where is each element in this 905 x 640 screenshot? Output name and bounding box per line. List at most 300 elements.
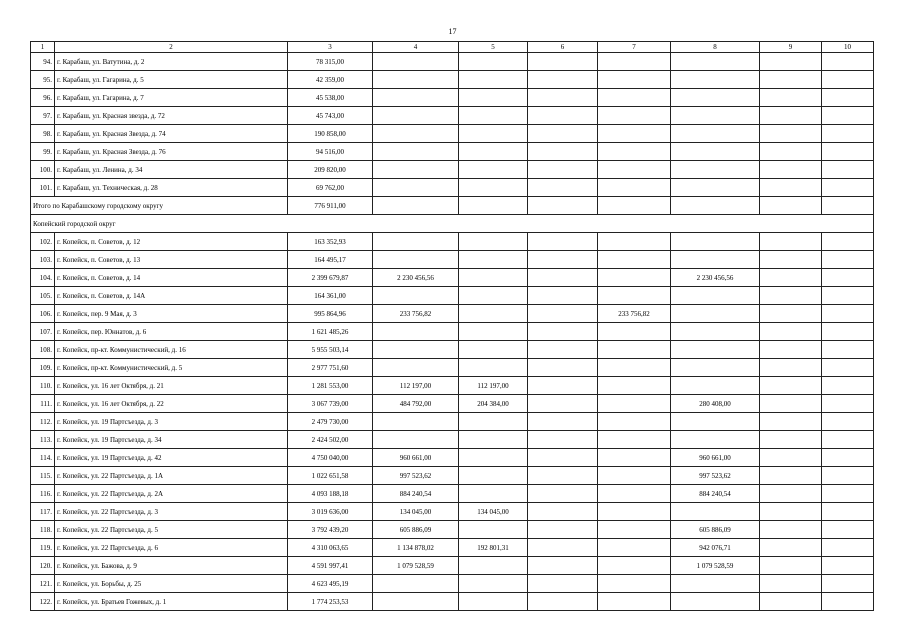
- cell-c5: [459, 323, 528, 341]
- cell-c4: [373, 359, 459, 377]
- row-number: 94.: [31, 53, 55, 71]
- row-number: 120.: [31, 557, 55, 575]
- cell-c8: [671, 161, 760, 179]
- cell-c8: 1 079 528,59: [671, 557, 760, 575]
- address-cell: г. Карабаш, ул. Ватутина, д. 2: [55, 53, 288, 71]
- row-number: 101.: [31, 179, 55, 197]
- cell-c7: [598, 539, 671, 557]
- cell-c9: [760, 71, 822, 89]
- cell-c5: [459, 143, 528, 161]
- cell-c4: 484 792,00: [373, 395, 459, 413]
- cell-c8: [671, 125, 760, 143]
- cell-c8: [671, 143, 760, 161]
- cell-c4: [373, 431, 459, 449]
- cell-c7: [598, 287, 671, 305]
- cell-c5: 112 197,00: [459, 377, 528, 395]
- cell-c6: [528, 413, 598, 431]
- table-row: [31, 269, 874, 287]
- table-row: [31, 341, 874, 359]
- address-cell: г. Карабаш, ул. Красная Звезда, д. 74: [55, 125, 288, 143]
- row-number: 117.: [31, 503, 55, 521]
- address-cell: г. Копейск, ул. 22 Партсъезда, д. 3: [55, 503, 288, 521]
- row-number: 109.: [31, 359, 55, 377]
- cell-c7: [598, 323, 671, 341]
- address-cell: г. Копейск, ул. 22 Партсъезда, д. 1А: [55, 467, 288, 485]
- cell-c3: 2 424 502,00: [288, 431, 373, 449]
- cell-c10: [822, 521, 874, 539]
- cell-c4: 112 197,00: [373, 377, 459, 395]
- column-number: 8: [671, 42, 760, 53]
- cell-c3: 1 621 485,26: [288, 323, 373, 341]
- row-number: 116.: [31, 485, 55, 503]
- cell-c6: [528, 539, 598, 557]
- cell-c9: [760, 521, 822, 539]
- cell-c5: [459, 251, 528, 269]
- cell-c6: [528, 71, 598, 89]
- cell-c10: [822, 71, 874, 89]
- cell-c9: [760, 305, 822, 323]
- cell-c9: [760, 323, 822, 341]
- row-number: 105.: [31, 287, 55, 305]
- cell-c3: 190 858,00: [288, 125, 373, 143]
- cell-c9: [760, 467, 822, 485]
- row-number: 103.: [31, 251, 55, 269]
- cell-c3: 209 820,00: [288, 161, 373, 179]
- cell-c6: [528, 89, 598, 107]
- cell-c9: [760, 413, 822, 431]
- cell-c7: [598, 593, 671, 611]
- table-row: [31, 377, 874, 395]
- cell-c6: [528, 359, 598, 377]
- cell-c7: [598, 395, 671, 413]
- table-row: [31, 179, 874, 197]
- cell-c9: [760, 557, 822, 575]
- cell-c3: 1 774 253,53: [288, 593, 373, 611]
- cell-c6: [528, 53, 598, 71]
- column-number: 3: [288, 42, 373, 53]
- table-row: [31, 107, 874, 125]
- cell-c10: [822, 431, 874, 449]
- table-row: [31, 557, 874, 575]
- cell-c10: [822, 395, 874, 413]
- cell-c4: 1 079 528,59: [373, 557, 459, 575]
- table-row: [31, 449, 874, 467]
- page-number: 17: [448, 27, 457, 36]
- cell-c6: [528, 467, 598, 485]
- cell-c7: [598, 89, 671, 107]
- cell-c6: [528, 179, 598, 197]
- cell-c9: [760, 359, 822, 377]
- cell-c9: [760, 287, 822, 305]
- row-number: 98.: [31, 125, 55, 143]
- cell-c4: 2 230 456,56: [373, 269, 459, 287]
- cell-c6: [528, 269, 598, 287]
- cell-c5: [459, 575, 528, 593]
- cell-c6: [528, 161, 598, 179]
- cell-c5: [459, 593, 528, 611]
- cell-c4: [373, 593, 459, 611]
- row-number: 113.: [31, 431, 55, 449]
- cell-c10: [822, 53, 874, 71]
- cell-c5: [459, 107, 528, 125]
- cell-c6: [528, 305, 598, 323]
- cell-c10: [822, 179, 874, 197]
- table-row: [31, 467, 874, 485]
- cell-c8: [671, 179, 760, 197]
- address-cell: г. Копейск, ул. Борьбы, д. 25: [55, 575, 288, 593]
- cell-c7: [598, 143, 671, 161]
- cell-c3: 1 281 553,00: [288, 377, 373, 395]
- cell-c7: [598, 413, 671, 431]
- column-number: 4: [373, 42, 459, 53]
- cell-c7: [598, 269, 671, 287]
- address-cell: г. Копейск, п. Советов, д. 12: [55, 233, 288, 251]
- cell-c6: [528, 197, 598, 215]
- cell-c10: [822, 593, 874, 611]
- cell-c8: 960 661,00: [671, 449, 760, 467]
- address-cell: г. Карабаш, ул. Красная звезда, д. 72: [55, 107, 288, 125]
- cell-c3: 2 399 679,87: [288, 269, 373, 287]
- table-row: [31, 575, 874, 593]
- cell-c8: [671, 413, 760, 431]
- cell-c4: [373, 179, 459, 197]
- cell-c10: [822, 143, 874, 161]
- cell-c8: [671, 305, 760, 323]
- cell-c7: [598, 485, 671, 503]
- table-row: [31, 503, 874, 521]
- cell-c8: [671, 341, 760, 359]
- row-number: 97.: [31, 107, 55, 125]
- cell-c7: [598, 377, 671, 395]
- cell-c8: [671, 377, 760, 395]
- cell-c9: [760, 431, 822, 449]
- cell-c5: 134 045,00: [459, 503, 528, 521]
- table-row: [31, 395, 874, 413]
- cell-c6: [528, 521, 598, 539]
- cell-c5: [459, 71, 528, 89]
- cell-c7: [598, 233, 671, 251]
- cell-c4: 884 240,54: [373, 485, 459, 503]
- cell-c7: [598, 467, 671, 485]
- cell-c9: [760, 89, 822, 107]
- cell-c3: 3 792 439,20: [288, 521, 373, 539]
- table-row: [31, 143, 874, 161]
- row-number: 119.: [31, 539, 55, 557]
- cell-c6: [528, 251, 598, 269]
- cell-c9: [760, 53, 822, 71]
- section-label: Копейский городской округ: [31, 215, 874, 233]
- column-number: 2: [55, 42, 288, 53]
- address-cell: г. Копейск, п. Советов, д. 14: [55, 269, 288, 287]
- cell-c4: [373, 143, 459, 161]
- cell-c6: [528, 485, 598, 503]
- cell-c8: [671, 53, 760, 71]
- table-row: [31, 287, 874, 305]
- cell-c7: [598, 251, 671, 269]
- cell-c9: [760, 197, 822, 215]
- column-number: 1: [31, 42, 55, 53]
- row-number: 107.: [31, 323, 55, 341]
- cell-c6: [528, 575, 598, 593]
- cell-c3: 2 479 730,00: [288, 413, 373, 431]
- row-number: 121.: [31, 575, 55, 593]
- cell-c5: [459, 53, 528, 71]
- cell-c5: [459, 467, 528, 485]
- cell-c3: 4 591 997,41: [288, 557, 373, 575]
- table-row: [31, 233, 874, 251]
- column-number: 9: [760, 42, 822, 53]
- cell-c5: [459, 197, 528, 215]
- cell-c8: [671, 593, 760, 611]
- column-number: 5: [459, 42, 528, 53]
- cell-c5: [459, 269, 528, 287]
- cell-c10: [822, 197, 874, 215]
- cell-c5: [459, 305, 528, 323]
- cell-c4: [373, 89, 459, 107]
- row-number: 100.: [31, 161, 55, 179]
- cell-c4: 134 045,00: [373, 503, 459, 521]
- cell-c6: [528, 395, 598, 413]
- cell-c3: 4 623 495,19: [288, 575, 373, 593]
- cell-c4: [373, 233, 459, 251]
- address-cell: г. Карабаш, ул. Техническая, д. 28: [55, 179, 288, 197]
- cell-c7: [598, 179, 671, 197]
- column-number: 6: [528, 42, 598, 53]
- cell-c9: [760, 143, 822, 161]
- cell-c3: 3 019 636,00: [288, 503, 373, 521]
- cell-c10: [822, 125, 874, 143]
- cell-c6: [528, 341, 598, 359]
- cell-c10: [822, 251, 874, 269]
- cell-c5: [459, 485, 528, 503]
- cell-c7: [598, 359, 671, 377]
- cell-c3: 995 864,96: [288, 305, 373, 323]
- total-label: Итого по Карабашскому городскому округу: [31, 197, 288, 215]
- cell-c10: [822, 485, 874, 503]
- cell-c8: 605 886,09: [671, 521, 760, 539]
- address-cell: г. Копейск, пер. Юннатов, д. 6: [55, 323, 288, 341]
- table-row: [31, 305, 874, 323]
- cell-c8: 280 408,00: [671, 395, 760, 413]
- address-cell: г. Карабаш, ул. Гагарина, д. 7: [55, 89, 288, 107]
- cell-c8: [671, 71, 760, 89]
- cell-c9: [760, 575, 822, 593]
- table-row: [31, 251, 874, 269]
- cell-c8: 884 240,54: [671, 485, 760, 503]
- cell-c3: 776 911,00: [288, 197, 373, 215]
- table-row: [31, 53, 874, 71]
- cell-c6: [528, 377, 598, 395]
- cell-c5: [459, 431, 528, 449]
- cell-c8: 942 076,71: [671, 539, 760, 557]
- table-row: [31, 323, 874, 341]
- row-number: 95.: [31, 71, 55, 89]
- address-cell: г. Карабаш, ул. Красная Звезда, д. 76: [55, 143, 288, 161]
- cell-c8: [671, 359, 760, 377]
- table-row: [31, 359, 874, 377]
- cell-c4: [373, 575, 459, 593]
- cell-c6: [528, 323, 598, 341]
- table-row: [31, 161, 874, 179]
- cell-c3: 164 495,17: [288, 251, 373, 269]
- row-number: 111.: [31, 395, 55, 413]
- cell-c8: [671, 503, 760, 521]
- address-cell: г. Копейск, ул. 22 Партсъезда, д. 6: [55, 539, 288, 557]
- cell-c9: [760, 593, 822, 611]
- cell-c4: [373, 71, 459, 89]
- address-cell: г. Копейск, ул. 22 Партсъезда, д. 5: [55, 521, 288, 539]
- cell-c10: [822, 341, 874, 359]
- address-cell: г. Копейск, ул. 19 Партсъезда, д. 3: [55, 413, 288, 431]
- row-number: 96.: [31, 89, 55, 107]
- cell-c4: [373, 125, 459, 143]
- cell-c3: 69 762,00: [288, 179, 373, 197]
- table-row: [31, 521, 874, 539]
- cell-c9: [760, 179, 822, 197]
- cell-c5: [459, 233, 528, 251]
- cell-c8: [671, 233, 760, 251]
- cell-c7: 233 756,82: [598, 305, 671, 323]
- cell-c5: 192 801,31: [459, 539, 528, 557]
- cell-c6: [528, 431, 598, 449]
- address-cell: г. Копейск, ул. 19 Партсъезда, д. 34: [55, 431, 288, 449]
- cell-c10: [822, 107, 874, 125]
- cell-c9: [760, 449, 822, 467]
- cell-c8: [671, 197, 760, 215]
- cell-c4: [373, 413, 459, 431]
- cell-c8: 997 523,62: [671, 467, 760, 485]
- cell-c5: [459, 449, 528, 467]
- cell-c5: [459, 179, 528, 197]
- cell-c5: [459, 341, 528, 359]
- cell-c6: [528, 593, 598, 611]
- cell-c10: [822, 449, 874, 467]
- cell-c4: 960 661,00: [373, 449, 459, 467]
- cell-c4: 605 886,09: [373, 521, 459, 539]
- cell-c4: [373, 53, 459, 71]
- cell-c4: 997 523,62: [373, 467, 459, 485]
- cell-c5: [459, 287, 528, 305]
- cell-c9: [760, 503, 822, 521]
- table-row: [31, 485, 874, 503]
- cell-c3: 5 955 503,14: [288, 341, 373, 359]
- cell-c4: [373, 161, 459, 179]
- cell-c5: [459, 359, 528, 377]
- cell-c10: [822, 575, 874, 593]
- address-cell: г. Копейск, ул. 16 лет Октября, д. 21: [55, 377, 288, 395]
- cell-c9: [760, 395, 822, 413]
- cell-c10: [822, 233, 874, 251]
- row-number: 110.: [31, 377, 55, 395]
- cell-c3: 163 352,93: [288, 233, 373, 251]
- cell-c8: 2 230 456,56: [671, 269, 760, 287]
- section-row: [31, 215, 874, 233]
- cell-c3: 42 359,00: [288, 71, 373, 89]
- cell-c3: 4 310 063,65: [288, 539, 373, 557]
- row-number: 102.: [31, 233, 55, 251]
- row-number: 106.: [31, 305, 55, 323]
- row-number: 99.: [31, 143, 55, 161]
- cell-c3: 94 516,00: [288, 143, 373, 161]
- cell-c5: [459, 125, 528, 143]
- cell-c9: [760, 377, 822, 395]
- cell-c3: 4 750 040,00: [288, 449, 373, 467]
- cell-c9: [760, 125, 822, 143]
- cell-c9: [760, 341, 822, 359]
- cell-c7: [598, 521, 671, 539]
- cell-c10: [822, 467, 874, 485]
- cell-c4: [373, 323, 459, 341]
- table-row: [31, 71, 874, 89]
- cell-c4: [373, 251, 459, 269]
- column-number: 10: [822, 42, 874, 53]
- cell-c4: [373, 197, 459, 215]
- cell-c6: [528, 107, 598, 125]
- funding-table: [30, 41, 874, 611]
- cell-c7: [598, 575, 671, 593]
- address-cell: г. Копейск, п. Советов, д. 14А: [55, 287, 288, 305]
- cell-c4: [373, 341, 459, 359]
- cell-c6: [528, 449, 598, 467]
- cell-c10: [822, 89, 874, 107]
- row-number: 114.: [31, 449, 55, 467]
- cell-c6: [528, 503, 598, 521]
- address-cell: г. Копейск, пр-кт. Коммунистический, д. 16: [55, 341, 288, 359]
- address-cell: г. Копейск, ул. Бажова, д. 9: [55, 557, 288, 575]
- cell-c4: 233 756,82: [373, 305, 459, 323]
- cell-c8: [671, 89, 760, 107]
- cell-c8: [671, 287, 760, 305]
- total-row: [31, 197, 874, 215]
- cell-c10: [822, 557, 874, 575]
- row-number: 115.: [31, 467, 55, 485]
- cell-c8: [671, 431, 760, 449]
- table-row: [31, 125, 874, 143]
- cell-c3: 1 022 651,58: [288, 467, 373, 485]
- address-cell: г. Копейск, ул. 16 лет Октября, д. 22: [55, 395, 288, 413]
- cell-c9: [760, 269, 822, 287]
- cell-c10: [822, 287, 874, 305]
- address-cell: г. Копейск, пр-кт. Коммунистический, д. 5: [55, 359, 288, 377]
- address-cell: г. Копейск, ул. 19 Партсъезда, д. 42: [55, 449, 288, 467]
- cell-c3: 3 067 739,00: [288, 395, 373, 413]
- cell-c8: [671, 323, 760, 341]
- row-number: 112.: [31, 413, 55, 431]
- cell-c7: [598, 197, 671, 215]
- cell-c10: [822, 503, 874, 521]
- cell-c7: [598, 557, 671, 575]
- cell-c8: [671, 575, 760, 593]
- cell-c4: [373, 287, 459, 305]
- table-row: [31, 89, 874, 107]
- cell-c6: [528, 143, 598, 161]
- cell-c3: 45 538,00: [288, 89, 373, 107]
- row-number: 118.: [31, 521, 55, 539]
- row-number: 122.: [31, 593, 55, 611]
- cell-c10: [822, 161, 874, 179]
- column-number: 7: [598, 42, 671, 53]
- cell-c5: 204 384,00: [459, 395, 528, 413]
- table-row: [31, 593, 874, 611]
- cell-c7: [598, 161, 671, 179]
- cell-c7: [598, 431, 671, 449]
- row-number: 104.: [31, 269, 55, 287]
- cell-c6: [528, 287, 598, 305]
- cell-c5: [459, 557, 528, 575]
- cell-c9: [760, 161, 822, 179]
- cell-c9: [760, 251, 822, 269]
- cell-c8: [671, 107, 760, 125]
